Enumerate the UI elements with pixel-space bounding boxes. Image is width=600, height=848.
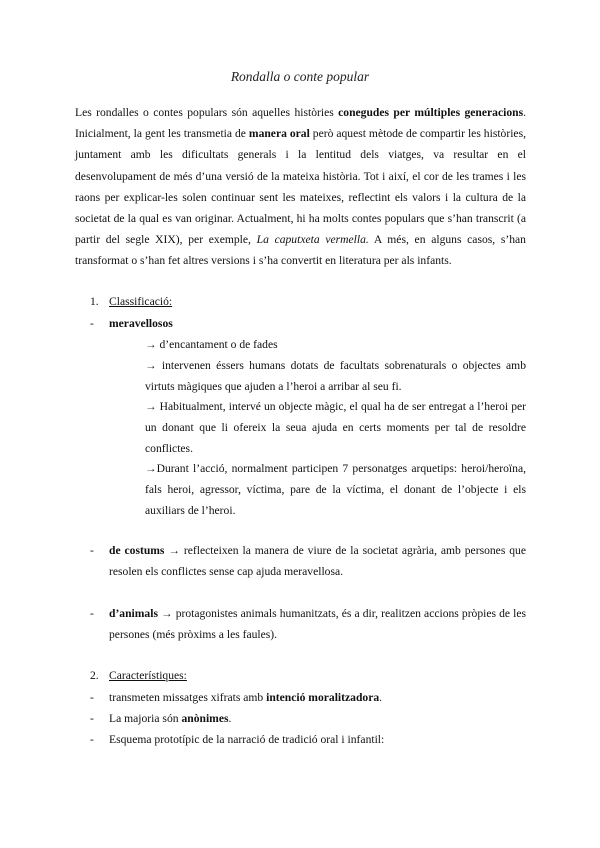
section2-heading-text: Característiques:	[109, 669, 187, 682]
intro-paragraph	[75, 102, 526, 272]
dash-marker: -	[90, 712, 94, 725]
dash-marker: -	[90, 607, 94, 620]
intro-bold-2: manera oral	[248, 127, 310, 141]
dash-marker: -	[90, 733, 94, 746]
costums-item: de costums → reflecteixen la manera de viure de la societat agrària, amb persones que resolen els conflictes sense cap ajuda meravellosa.	[109, 544, 526, 578]
animals-item: d’animals → protagonistes animals humanitzats, és a dir, realitzen accions pròpies de les persones (més pròxims a les faules).	[109, 607, 526, 641]
characteristic-item-2: La majoria són anònimes.	[109, 712, 232, 725]
section1-heading-text: Classificació:	[109, 295, 173, 308]
intro-text-1: Les rondalles o contes populars són aquelles històries	[75, 106, 339, 119]
intro-text-2: . Inicialment, la gent les transmetia de	[75, 106, 526, 141]
intro-bold-1: conegudes per múltiples generacions	[338, 106, 524, 119]
dash-marker: -	[90, 544, 94, 557]
characteristic-item-3: Esquema prototípic de la narració de tradició oral i infantil:	[109, 733, 385, 746]
intro-text-4: A més, en alguns casos, s’han transformat o s’han fet altres versions i s’ha convertit en literatura per als infants.	[75, 233, 526, 268]
characteristic-item-1: transmeten missatges xifrats amb intenció moralitzadora.	[109, 691, 383, 704]
meravellosos-sub-1: → d’encantament o de fades	[145, 338, 278, 351]
meravellosos-sub-3: → Habitualment, intervé un objecte màgic, el qual ha de ser entregat a l’heroi per un donant que li ofereix la seua ajuda en certs moments per tal de resoldre conflictes.	[145, 400, 526, 455]
meravellosos-sub-4: →Durant l’acció, normalment participen 7 personatges arquetips: heroi/heroïna, fals heroi, agressor, víctima, pare de la víctima, el donant de l’objecte i els auxiliars de l’heroi.	[145, 462, 526, 517]
section1-heading	[90, 292, 172, 312]
meravellosos-sub-2: → intervenen éssers humans dotats de facultats sobrenaturals o objectes amb virtuts màgiques que ajuden a l’heroi a arribar al seu fi.	[145, 359, 526, 393]
dash-marker: -	[90, 317, 94, 330]
section1-number: 1.	[90, 295, 99, 308]
intro-text-3: però aquest mètode de compartir les històries, juntament amb les dificultats generals i la lentitud dels viatges, va resultar en el desenvolupament de més d’una versió de la mateixa història. Tot i així, el cor de les trames i les raons per explicar-les solen continuar sent les mateixes, reflectint els valors i la cultura de la societat de la qual es van originar. Actualment, hi ha molts contes populars que s’han transcrit (a partir del segle XIX), per exemple,	[75, 127, 526, 247]
section2-heading	[90, 666, 187, 686]
dash-marker: -	[90, 691, 94, 704]
meravellosos-label: meravellosos	[109, 317, 173, 330]
section2-number: 2.	[90, 669, 99, 682]
document-title: Rondalla o conte popular	[230, 69, 370, 84]
intro-italic-title: La caputxeta vermella.	[256, 233, 369, 247]
